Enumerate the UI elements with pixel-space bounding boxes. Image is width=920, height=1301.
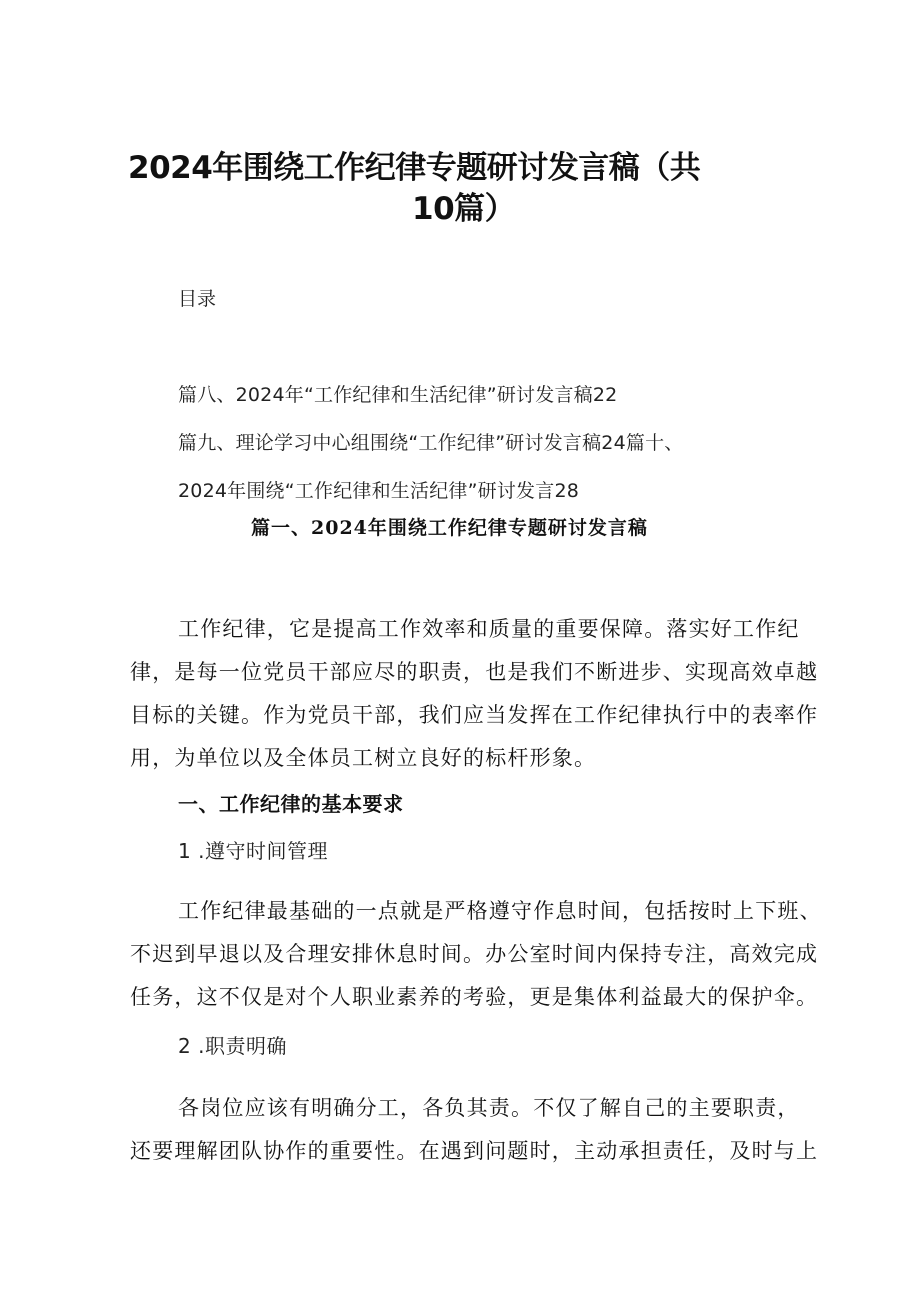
section-title: 篇一、2024年围绕工作纪律专题研讨发言稿 [251,517,648,539]
toc-item[interactable]: 篇八、2024年“工作纪律和生活纪律”研讨发言稿22 [178,384,618,406]
heading-level1: 一、工作纪律的基本要求 [178,792,404,816]
paragraph-line: 目标的关键。作为党员干部，我们应当发挥在工作纪律执行中的表率作 [130,703,819,727]
paragraph-line: 还要理解团队协作的重要性。在遇到问题时，主动承担责任，及时与上 [130,1139,819,1163]
paragraph-line: 工作纪律最基础的一点就是严格遵守作息时间，包括按时上下班、 [178,899,822,923]
document-title-line2: 10篇） [412,191,516,227]
heading-level2: 2 .职责明确 [178,1034,287,1058]
document-title-line1: 2024年围绕工作纪律专题研讨发言稿（共 [128,150,701,186]
paragraph-line: 任务，这不仅是对个人职业素养的考验，更是集体利益最大的保护伞。 [130,985,819,1009]
paragraph-line: 律，是每一位党员干部应尽的职责，也是我们不断进步、实现高效卓越 [130,660,819,684]
toc-item[interactable]: 2024年围绕“工作纪律和生活纪律”研讨发言28 [178,480,580,502]
toc-item[interactable]: 篇九、理论学习中心组围绕“工作纪律”研讨发言稿24篇十、 [178,432,684,454]
paragraph-line: 各岗位应该有明确分工，各负其责。不仅了解自己的主要职责， [178,1096,800,1120]
paragraph-line: 不迟到早退以及合理安排休息时间。办公室时间内保持专注，高效完成 [130,942,819,966]
paragraph-line: 用，为单位以及全体员工树立良好的标杆形象。 [130,746,597,770]
heading-level2: 1 .遵守时间管理 [178,839,328,863]
paragraph-line: 工作纪律，它是提高工作效率和质量的重要保障。落实好工作纪 [178,617,800,641]
toc-label: 目录 [178,288,217,310]
